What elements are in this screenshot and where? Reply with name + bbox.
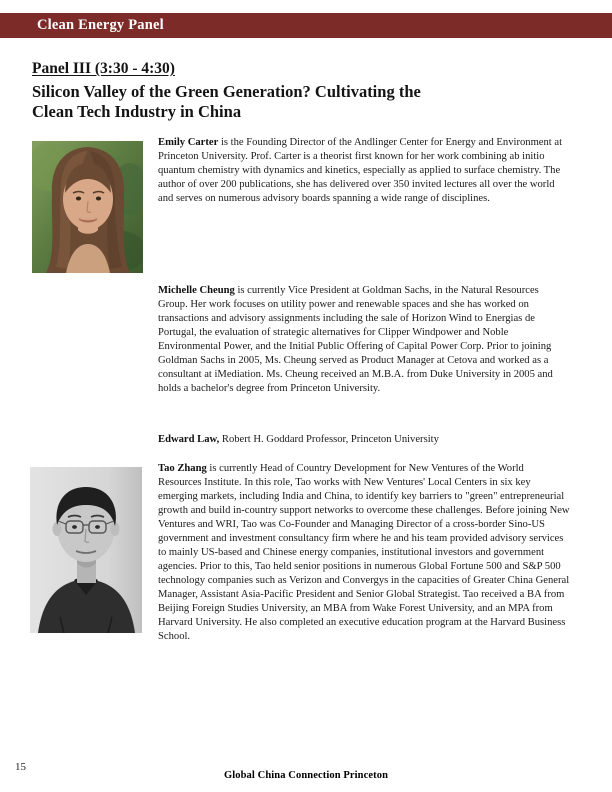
panel-title-line1: Silicon Valley of the Green Generation? Cultivating the bbox=[32, 82, 421, 101]
panel-title bbox=[32, 82, 580, 122]
speaker-bio-tao-zhang bbox=[158, 462, 570, 644]
page-number: 15 bbox=[15, 761, 26, 773]
panel-title-line2: Clean Tech Industry in China bbox=[32, 102, 242, 121]
section-header-title: Clean Energy Panel bbox=[37, 17, 164, 33]
panel-heading: Panel III (3:30 - 4:30) bbox=[32, 60, 175, 77]
tao-zhang-photo bbox=[30, 467, 142, 633]
speaker-bio-emily-carter bbox=[158, 136, 570, 206]
speaker-bio-text: is the Founding Director of the Andlinger Center for Energy and Environment at Princeton University. Prof. Carter is a theorist first known for her work combining ab initio quantum chemistry with dynamics and kinetics, especially as applied to surface chemistry. The author of over 200 publications, she has delivered over 350 invited lectures all over the world and serves on numerous advisory boards spanning a wide range of disciplines. bbox=[158, 137, 563, 204]
speaker-name: Emily Carter bbox=[158, 137, 219, 148]
speaker-bio-text: is currently Vice President at Goldman Sachs, in the Natural Resources Group. Her work focuses on utility power and renewable spaces and she has worked on transactions and advisory assignments including the sale of Horizon Wind to Energias de Portugal, the evaluation of strategic alternatives for Clipper Windpower and Noble Environmental Power, and the Initial Public Offering of Capital Power Corp. Prior to joining Goldman Sachs in 2005, Ms. Cheung served as Product Manager at Cetova and worked as a consultant at iMediation. Ms. Cheung received an M.B.A. from Duke University in 2005 and holds a bachelor's degree from Princeton University. bbox=[158, 285, 553, 394]
section-header-bar bbox=[0, 13, 612, 38]
panel-heading-block bbox=[32, 60, 580, 122]
speaker-bio-michelle-cheung bbox=[158, 284, 570, 396]
speaker-bio-text: is currently Head of Country Development for New Ventures of the World Resources Institute. In this role, Tao works with New Ventures' Local Centers in six key emerging markets, including India and China, to identify key barriers to "green" entrepreneurial growth and build in-country support networks to overcome these challenges. Before joining New Ventures and WRI, Tao was Co-Founder and Managing Director of a cross-border Sino-US government and investment consultancy firm where he and his team provided advisory services to mainly US-based and Chinese energy companies, institutional investors and government agencies. Prior to this, Tao held senior positions in numerous Global Fortune 500 and S&P 500 technology companies such as Verizon and Convergys in the capacities of Greater China General Manager, Assistant Asia-Pacific President and Senior Global Strategist. Tao received a BA from Beijing Foreign Studies University, an MBA from Wake Forest University, and an MPA from Harvard University. He also completed an executive education program at the Harvard Business School. bbox=[158, 463, 570, 642]
emily-carter-photo bbox=[32, 141, 143, 273]
portrait-woman-illustration bbox=[32, 141, 143, 273]
portrait-man-illustration bbox=[30, 467, 142, 633]
speaker-name: Tao Zhang bbox=[158, 463, 207, 474]
speaker-bio-text: Robert H. Goddard Professor, Princeton University bbox=[219, 434, 439, 445]
footer-organization: Global China Connection Princeton bbox=[223, 770, 389, 781]
speaker-bio-edward-law bbox=[158, 433, 570, 447]
speaker-name: Edward Law, bbox=[158, 434, 220, 445]
speaker-name: Michelle Cheung bbox=[158, 285, 235, 296]
